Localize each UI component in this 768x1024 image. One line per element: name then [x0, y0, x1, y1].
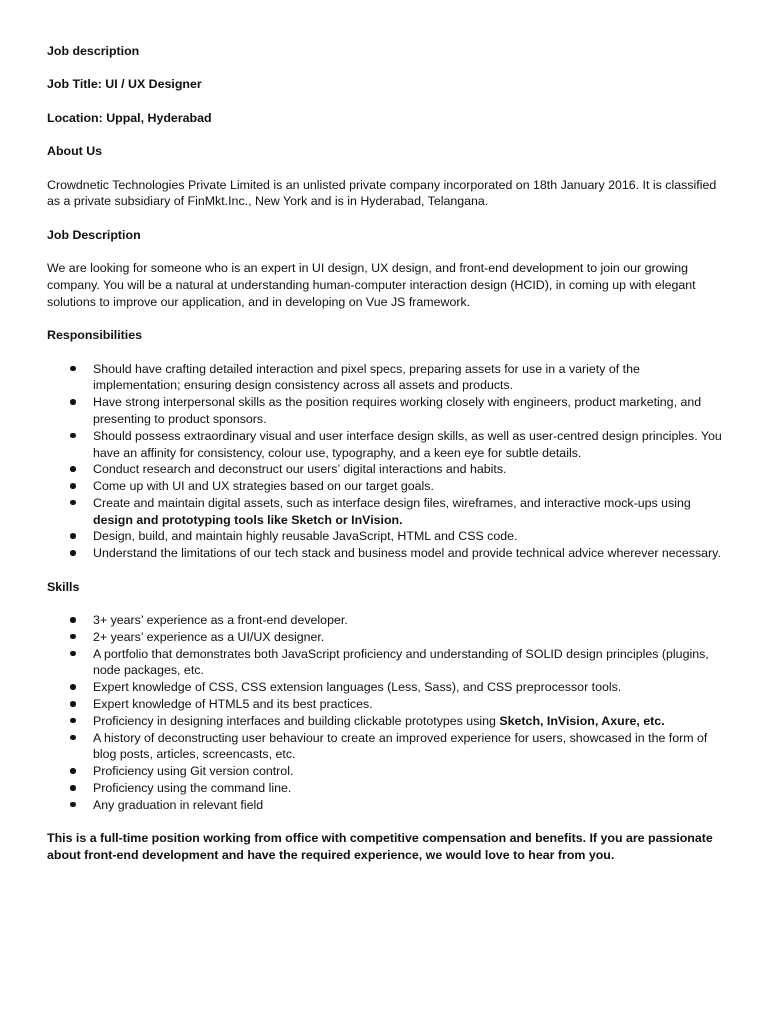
bullet-icon	[70, 802, 76, 808]
item-text: Proficiency in designing interfaces and building clickable prototypes using	[93, 713, 500, 728]
bullet-icon	[70, 433, 76, 439]
list-item	[47, 780, 727, 797]
job-description-heading: Job Description	[47, 227, 141, 242]
item-text: 2+ years’ experience as a UI/UX designer.	[93, 629, 325, 644]
skills-heading: Skills	[47, 579, 80, 594]
item-text: Should possess extraordinary visual and user interface design skills, as well as user-centred design principles. You have an affinity for consistency, colour use, typography, and a keen eye for subtle details.	[93, 428, 722, 460]
item-text: Conduct research and deconstruct our users’ digital interactions and habits.	[93, 462, 507, 477]
bullet-icon	[70, 500, 76, 506]
bullet-icon	[70, 399, 76, 405]
list-item	[47, 495, 727, 529]
list-item	[47, 763, 727, 780]
item-text: Should have crafting detailed interaction and pixel specs, preparing assets for use in a variety of the implementation; ensuring design consistency across all assets and products.	[93, 361, 640, 393]
about-heading: About Us	[47, 144, 103, 159]
list-item	[47, 612, 727, 629]
list-item	[47, 797, 727, 814]
bullet-icon	[70, 634, 76, 640]
list-item	[47, 361, 727, 395]
bullet-icon	[70, 718, 76, 724]
bullet-icon	[70, 768, 76, 774]
item-text: 3+ years’ experience as a front-end developer.	[93, 613, 348, 628]
list-item	[47, 545, 727, 562]
list-item	[47, 629, 727, 646]
bullet-icon	[70, 701, 76, 707]
bullet-icon	[70, 533, 76, 539]
item-text: Have strong interpersonal skills as the position requires working closely with engineers, product marketing, and presenting to product sponsors.	[93, 395, 702, 426]
item-text: A portfolio that demonstrates both JavaScript proficiency and understanding of SOLID design principles (plugins, node packages, etc.	[93, 646, 709, 678]
item-text: Understand the limitations of our tech stack and business model and provide technical advice wherever necessary.	[93, 546, 721, 561]
item-text: Design, build, and maintain highly reusable JavaScript, HTML and CSS code.	[93, 529, 518, 544]
job-title: Job Title: UI / UX Designer	[47, 77, 202, 92]
closing-statement: This is a full-time position working from office with competitive compensation and benefits. If you are passionate about front-end development and have the required experience, we would love to hear from you.	[47, 831, 713, 863]
document-title: Job description	[47, 44, 140, 58]
item-text: Expert knowledge of CSS, CSS extension languages (Less, Sass), and CSS preprocessor tools.	[93, 680, 622, 695]
bullet-icon	[70, 366, 76, 372]
list-item	[47, 478, 727, 495]
list-item	[47, 730, 727, 764]
list-item	[47, 696, 727, 713]
bullet-icon	[70, 483, 76, 489]
list-item	[47, 394, 727, 428]
document-content	[47, 43, 727, 864]
list-item	[47, 528, 727, 545]
item-text: Any graduation in relevant field	[93, 797, 264, 812]
item-bold-text: design and prototyping tools like Sketch or InVision.	[93, 512, 403, 527]
item-text: Expert knowledge of HTML5 and its best practices.	[93, 697, 373, 712]
bullet-icon	[70, 684, 76, 690]
item-text: Come up with UI and UX strategies based on our target goals.	[93, 479, 434, 494]
list-item	[47, 679, 727, 696]
item-text: Create and maintain digital assets, such as interface design files, wireframes, and interactive mock-ups using	[93, 495, 691, 510]
job-description-paragraph: We are looking for someone who is an expert in UI design, UX design, and front-end development to join our growing company. You will be a natural at understanding human-computer interaction design (HCID), in coming up with elegant solutions to improve our application, and in developing on Vue JS framework.	[47, 261, 696, 309]
about-paragraph: Crowdnetic Technologies Private Limited is an unlisted private company incorporated on 18th January 2016. It is classified as a private subsidiary of FinMkt.Inc., New York and is in Hyderabad, Telangana.	[47, 177, 717, 209]
item-bold-text: Sketch, InVision, Axure, etc.	[499, 713, 665, 728]
item-text: Proficiency using the command line.	[93, 781, 292, 796]
responsibilities-list	[47, 361, 727, 563]
bullet-icon	[70, 651, 76, 657]
job-location: Location: Uppal, Hyderabad	[47, 110, 212, 125]
list-item	[47, 461, 727, 478]
bullet-icon	[70, 735, 76, 741]
item-text: A history of deconstructing user behaviour to create an improved experience for users, showcased in the form of blog posts, articles, screencasts, etc.	[93, 730, 708, 762]
bullet-icon	[70, 466, 76, 472]
list-item	[47, 646, 727, 680]
skills-list	[47, 612, 727, 814]
item-text: Proficiency using Git version control.	[93, 764, 294, 779]
list-item	[47, 713, 727, 730]
bullet-icon	[70, 617, 76, 623]
list-item	[47, 428, 727, 462]
bullet-icon	[70, 785, 76, 791]
responsibilities-heading: Responsibilities	[47, 328, 143, 343]
bullet-icon	[70, 550, 76, 556]
